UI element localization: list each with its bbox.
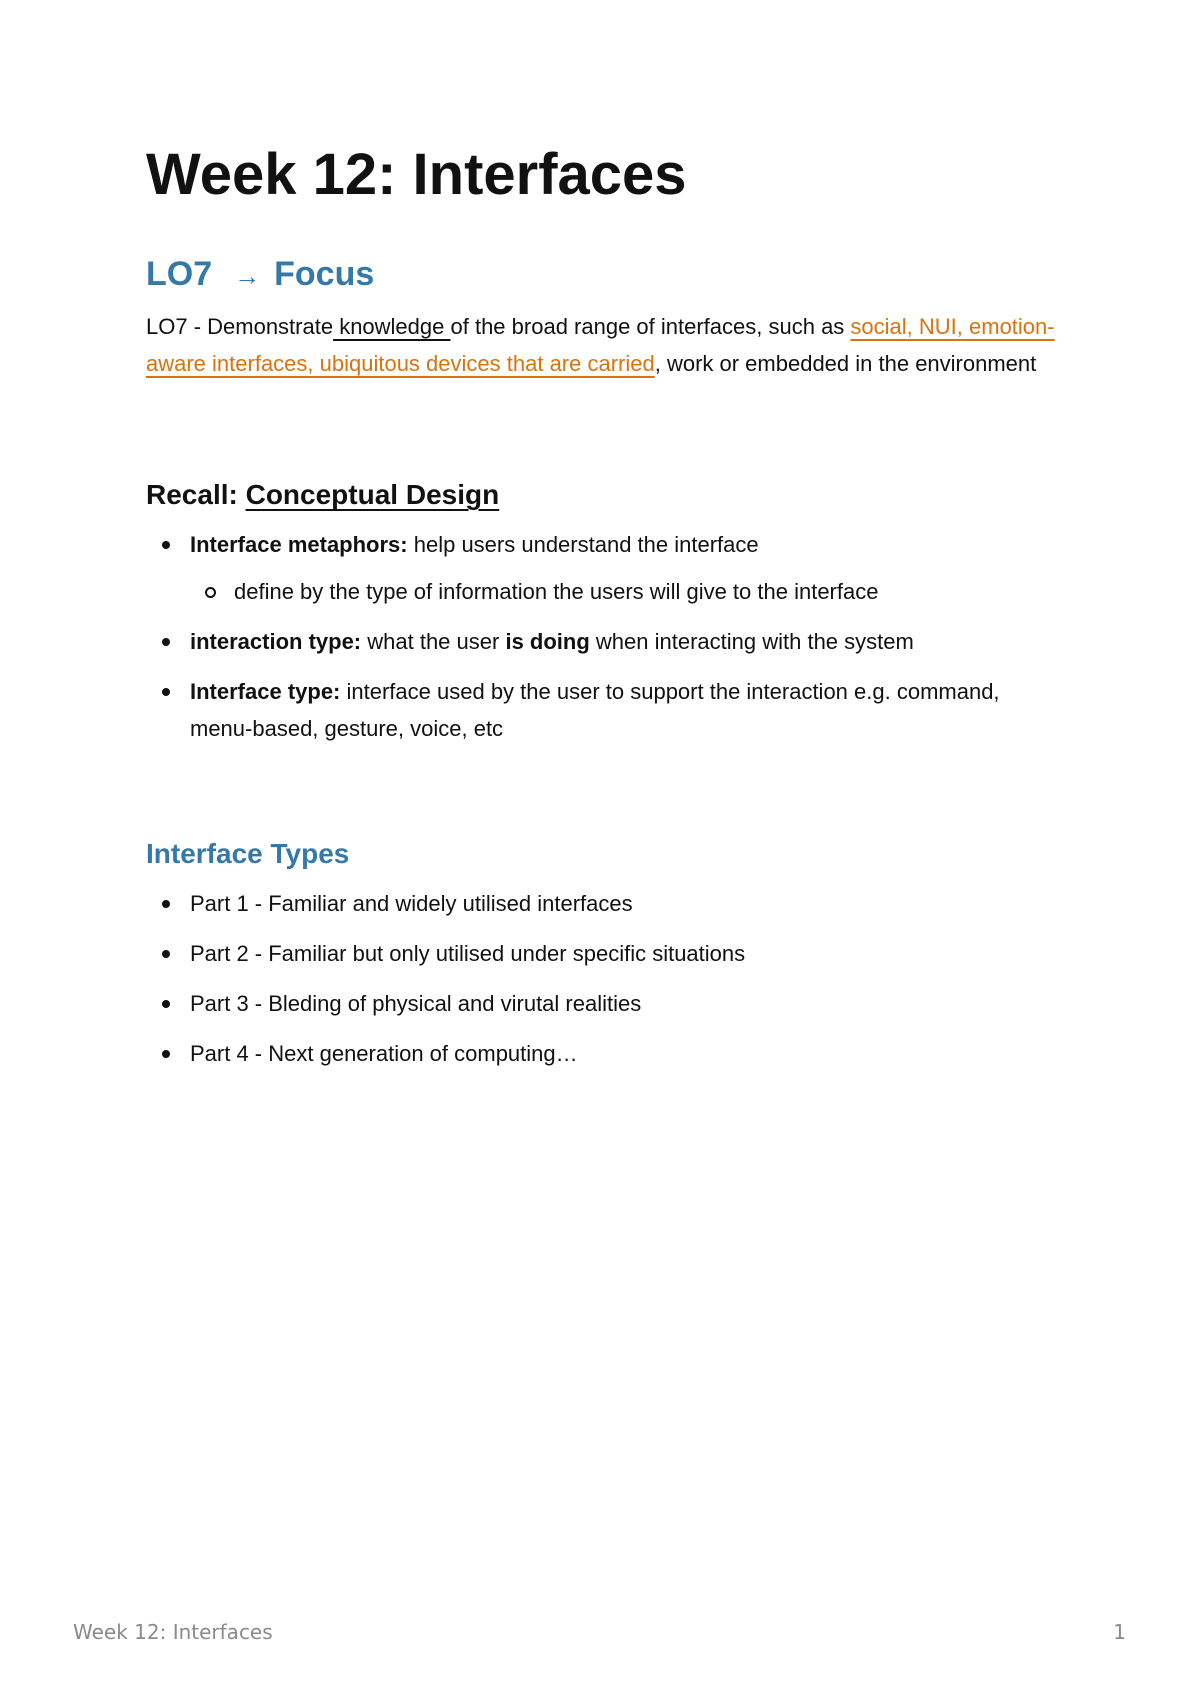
recall-topic: Conceptual Design xyxy=(245,479,500,511)
lo-underlined-knowledge: knowledge xyxy=(333,314,451,340)
lo-text-5: , work or embedded in the environment xyxy=(654,351,1037,377)
definition-part: when interacting with the system xyxy=(589,628,914,654)
sub-list-item: define by the type of information the users will give to the interface xyxy=(190,573,1066,610)
definition: help users understand the interface xyxy=(407,531,759,557)
lo-heading xyxy=(146,254,1066,295)
arrow-icon: → xyxy=(234,260,261,291)
list-item: Part 3 - Bleding of physical and virutal realities xyxy=(146,985,1066,1022)
list-item xyxy=(146,623,1066,660)
recall-prefix: Recall: xyxy=(146,479,246,511)
emphasis: is doing xyxy=(505,628,590,654)
definition: interface used by the user to support the interaction e.g. command, menu-based, gesture, voice, etc xyxy=(190,678,1000,741)
recall-heading xyxy=(146,478,1066,512)
lo-text-1: LO7 - Demonstrate xyxy=(146,314,334,340)
footer-title: Week 12: Interfaces xyxy=(73,1620,273,1644)
term: interaction type: xyxy=(190,628,362,654)
interface-types-list xyxy=(146,885,1066,1072)
sub-list xyxy=(190,573,1066,610)
recall-list xyxy=(146,526,1066,747)
list-item xyxy=(146,673,1066,747)
lo-heading-left: LO7 xyxy=(146,254,213,293)
page-number: 1 xyxy=(1113,1620,1126,1644)
term: Interface type: xyxy=(190,678,341,704)
list-item: Part 2 - Familiar but only utilised under specific situations xyxy=(146,935,1066,972)
lo-description xyxy=(146,308,1066,382)
interface-types-heading: Interface Types xyxy=(146,837,350,869)
page-content xyxy=(146,140,1066,1085)
list-item: Part 1 - Familiar and widely utilised interfaces xyxy=(146,885,1066,922)
definition-part: what the user xyxy=(361,628,506,654)
page-title: Week 12: Interfaces xyxy=(146,142,687,207)
lo-highlighted-examples: social, NUI, emotion-aware interfaces, ubiquitous devices that are carried xyxy=(146,314,1055,377)
list-item xyxy=(146,526,1066,610)
lo-heading-right: Focus xyxy=(274,254,375,293)
list-item: Part 4 - Next generation of computing… xyxy=(146,1035,1066,1072)
lo-text-3: of the broad range of interfaces, such as xyxy=(450,314,851,340)
term: Interface metaphors: xyxy=(190,531,408,557)
